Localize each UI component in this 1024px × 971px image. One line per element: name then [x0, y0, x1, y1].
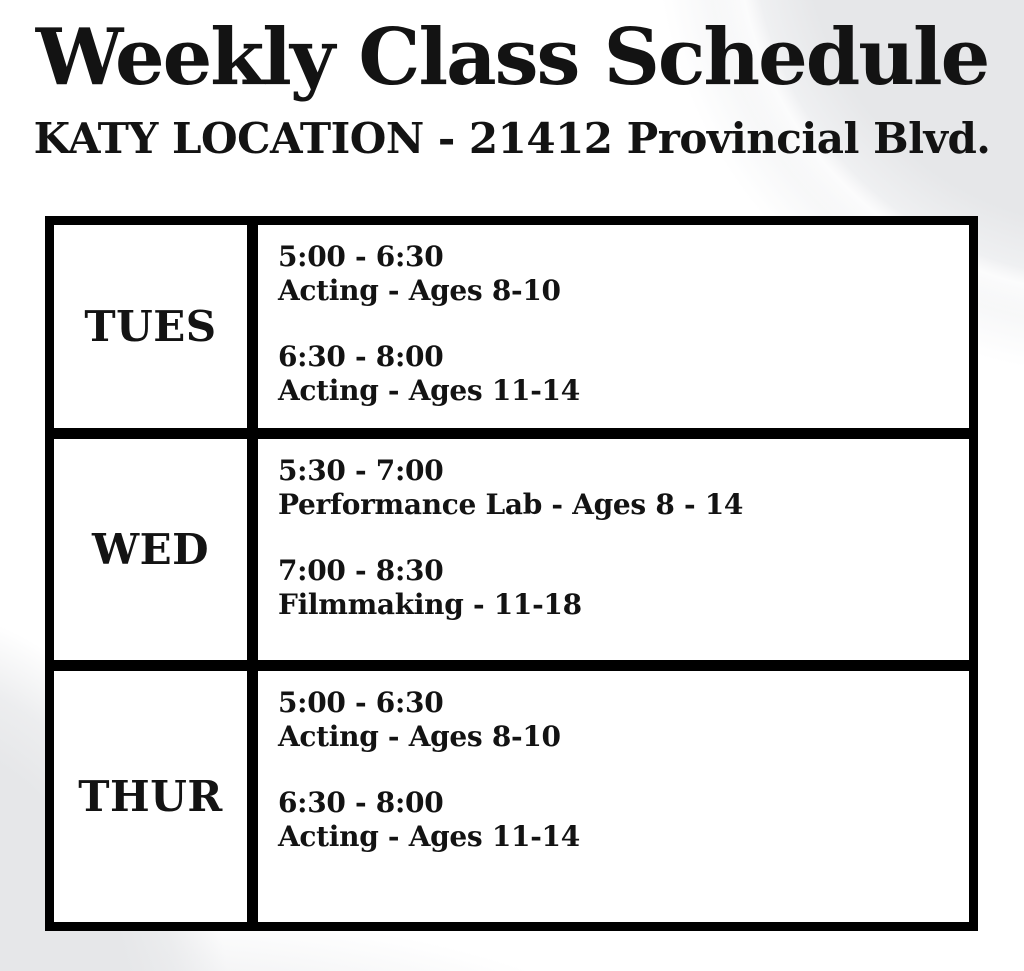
day-label: WED: [91, 525, 210, 574]
session-time: 6:30 - 8:00: [278, 340, 444, 373]
session: [278, 554, 949, 622]
session-class: Filmmaking - 11-18: [278, 588, 582, 621]
day-cell-wed: [54, 439, 247, 660]
session: [278, 240, 949, 308]
session-class: Performance Lab - Ages 8 - 14: [278, 488, 744, 521]
session-class: Acting - Ages 8-10: [278, 274, 561, 307]
session-class: Acting - Ages 8-10: [278, 720, 561, 753]
session-time: 6:30 - 8:00: [278, 786, 444, 819]
day-label: TUES: [84, 302, 217, 351]
session-class: Acting - Ages 11-14: [278, 820, 580, 853]
session-time: 5:00 - 6:30: [278, 240, 444, 273]
sessions-cell-wed: [258, 439, 969, 660]
location-subtitle: KATY LOCATION - 21412 Provincial Blvd.: [33, 114, 991, 163]
header: [0, 14, 1024, 163]
day-cell-thur: [54, 671, 247, 922]
session: [278, 340, 949, 408]
session: [278, 786, 949, 854]
session-time: 7:00 - 8:30: [278, 554, 444, 587]
page-title: Weekly Class Schedule: [35, 12, 989, 103]
session-time: 5:30 - 7:00: [278, 454, 444, 487]
sessions-cell-thur: [258, 671, 969, 922]
day-label: THUR: [78, 772, 223, 821]
session: [278, 686, 949, 754]
session-class: Acting - Ages 11-14: [278, 374, 580, 407]
schedule-table: [45, 216, 978, 931]
day-cell-tues: [54, 225, 247, 428]
sessions-cell-tues: [258, 225, 969, 428]
session: [278, 454, 949, 522]
session-time: 5:00 - 6:30: [278, 686, 444, 719]
